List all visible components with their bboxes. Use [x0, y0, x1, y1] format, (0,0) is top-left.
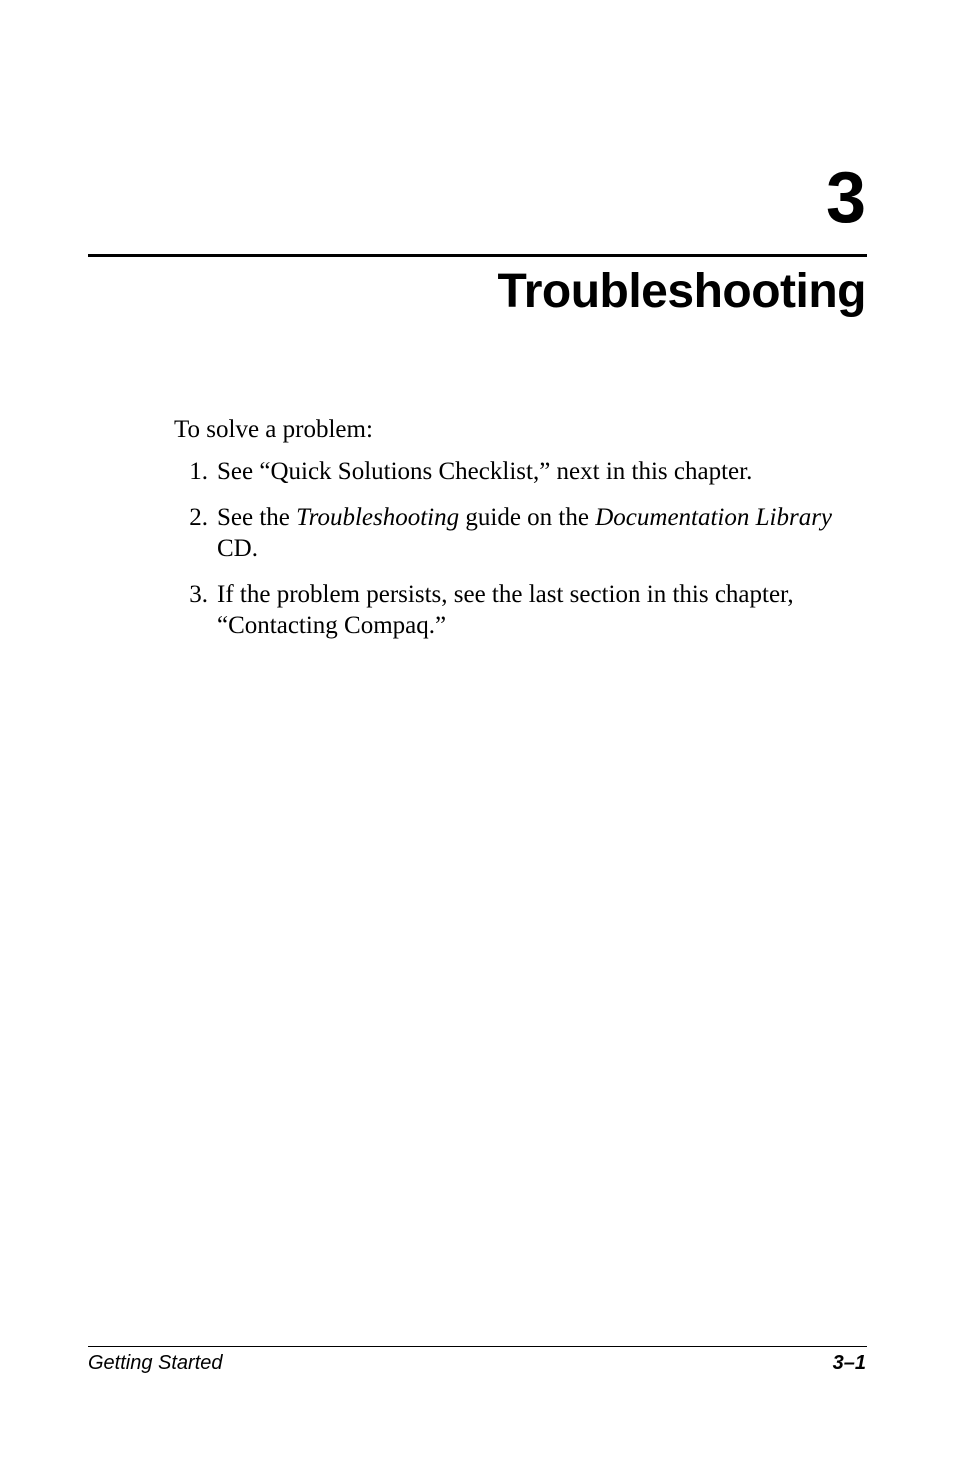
- chapter-rule: [88, 254, 867, 257]
- footer-rule: [88, 1346, 867, 1347]
- step-number: 1.: [189, 458, 208, 485]
- list-item: [174, 579, 874, 641]
- steps-list: [174, 456, 874, 641]
- footer-page-number: 3–1: [832, 1352, 866, 1374]
- footer-book-title: Getting Started: [88, 1352, 223, 1374]
- list-item: [174, 502, 874, 564]
- step-text: If the problem persists, see the last section in this chapter, “Contacting Compaq.”: [217, 581, 794, 639]
- step-number: 2.: [189, 504, 208, 531]
- step-text: See the Troubleshooting guide on the Documentation Library CD.: [217, 504, 833, 562]
- chapter-title: Troubleshooting: [497, 265, 866, 318]
- step-text: See “Quick Solutions Checklist,” next in this chapter.: [217, 458, 753, 485]
- chapter-number: 3: [825, 158, 866, 238]
- body-text: [174, 414, 874, 656]
- intro-paragraph: To solve a problem:: [174, 416, 373, 443]
- guide-title: Troubleshooting: [296, 504, 460, 531]
- step-number: 3.: [189, 581, 208, 608]
- list-item: [174, 456, 874, 487]
- cd-title: Documentation Library: [595, 504, 833, 531]
- cd-suffix: CD.: [217, 535, 258, 562]
